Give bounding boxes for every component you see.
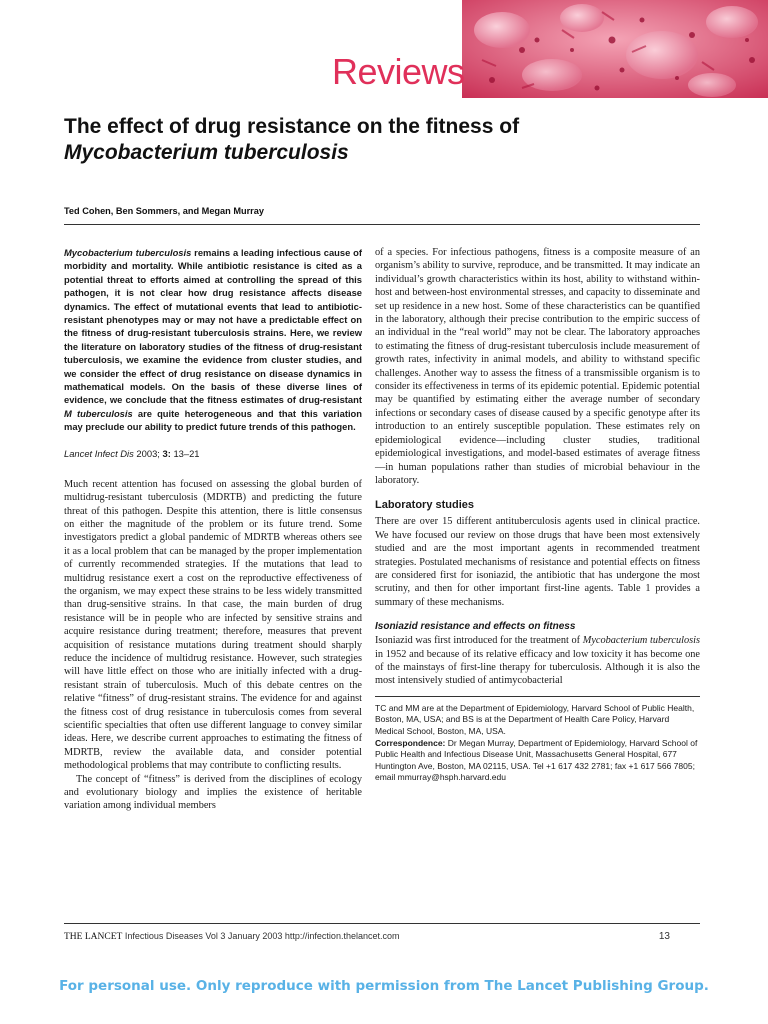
- section-label: Reviews: [332, 51, 465, 92]
- text-span: Isoniazid was first introduced for the treatment of: [375, 635, 583, 647]
- citation-year: 2003;: [133, 447, 163, 459]
- body-paragraph: Much recent attention has focused on assessing the global burden of multidrug-resistant tuberculosis (MDRTB) and predicting the future threat of this pathogen. Despite this attention, there is little consensus on either the magnitude of the problem or its future trend. Some investigators predict a global pandemic of MDRTB whereas others see it as a local problem that can be managed by the proper implementation of currently recommended strategies. If the mutations that lead to multidrug resistance exert a cost on the reproductive effectiveness of the organism, we may expect these strains to be less widely transmitted than drug-sensitive strains. In that case, the main burden of drug resistance will be in people who are infected by sensitive strains and acquire resistance during treatment; therefore, measures that prevent acquisition of resistance mutations during treatment should sharply reduce the incidence of multidrug resistance. However, such strategies will have little effect on those who are initially infected with a drug-resistant strain of tuberculosis. Much of this debate centres on the relative “fitness” of drug-resistant strains. The evidence for and against the fitness cost of drug resistance in tuberculosis comes from several scientific specialties that often use different language to convey similar ideas. Here, we describe current approaches to estimating the fitness of MDRTB, review the available data, and consider potential methodological problems that may contribute to conflicting results.: [64, 478, 362, 772]
- bacteria-illustration: [462, 0, 768, 98]
- correspondence-label: Correspondence:: [375, 737, 446, 748]
- citation-pages: 13–21: [170, 447, 200, 459]
- correspondence: [375, 738, 700, 784]
- abstract-mid: M tuberculosis: [64, 407, 133, 419]
- footnote-rule: [375, 696, 700, 697]
- abstract-text: remains a leading infectious cause of morbidity and mortality. While antibiotic resistance is cited as a potential threat to efforts aimed at controlling the spread of this pathogen, it is not clear how drug resistance affects disease dynamics. The effect of mutational events that lead to antibiotic-resistant phenotypes may or may not have a predictable effect on the fitness of drug-resistant tuberculosis strains. Here, we review the literature on laboratory studies of the fitness of drug-resistant tuberculosis, we examine the evidence from cluster studies, and we consider the effect of drug resistance on disease dynamics in mathematical models. On the basis of these diverse lines of evidence, we conclude that the fitness estimates of drug-resistant: [64, 247, 362, 406]
- body-paragraph: The concept of “fitness” is derived from the disciplines of ecology and evolutionary biology and implies the existence of heritable variation among individual members: [64, 773, 362, 812]
- article-title: [64, 114, 704, 166]
- footer-issue: Infectious Diseases Vol 3 January 2003 http://infection.thelancet.com: [122, 931, 400, 941]
- text-span: in 1952 and because of its relative efficacy and low toxicity it has become one of the mainstays of first-line therapy for tuberculosis. Although it is also the most intensively studied of antimycobacterial: [375, 648, 700, 687]
- correspondence-text: Dr Megan Murray, Department of Epidemiology, Harvard School of Public Health and Infectious Disease Unit, Massachusetts General Hospital, 677 Huntington Ave, Boston, MA 02115, USA. Tel +1 617 432 2781; fax +1 617 566 7805; email mmurray@hsph.harvard.edu: [375, 737, 698, 783]
- body-paragraph: [375, 634, 700, 688]
- right-column: [375, 246, 700, 784]
- permission-banner: For personal use. Only reproduce with permission from The Lancet Publishing Group.: [59, 978, 709, 994]
- authors: Ted Cohen, Ben Sommers, and Megan Murray: [64, 206, 264, 216]
- subsection-heading: Isoniazid resistance and effects on fitness: [375, 621, 576, 633]
- body-paragraph: of a species. For infectious pathogens, fitness is a composite measure of an organism’s ability to survive, reproduce, and be transmitted. It may indicate an individual’s growth characteristics within its host, ability to withstand within-host and between-host environmental stresses, and capacity to disseminate and set up residence in a new host. Some of these characteristics can be quantified in the laboratory, although their precise contribution to the empiric success of an individual in the “real world” may not be clear. The laboratory approaches to estimating the fitness of drug-resistant tuberculosis include measurement of growth rates, infectivity in animal models, and ability to withstand specific challenges. Another way to assess the fitness of a transmissible organism is to consider its effectiveness in terms of its epidemic potential. Epidemic potential may be quantified by estimating either the average number of secondary infections or secondary cases of disease caused by a specific genotype after its introduction to an entirely susceptible population. These estimates rely on epidemiological evidence—including cluster studies, traditional epidemiological investigations, and model-based estimates of average fitness—in human populations rather than studies of microbial behaviour in the laboratory.: [375, 247, 700, 486]
- title-line-2: Mycobacterium tuberculosis: [64, 141, 349, 164]
- abstract-lead: Mycobacterium tuberculosis: [64, 247, 192, 258]
- citation: [64, 448, 362, 459]
- footer-rule: [64, 923, 700, 924]
- citation-journal: Lancet Infect Dis: [64, 447, 134, 459]
- footer-journal: THE LANCET: [64, 932, 123, 942]
- body-paragraph: There are over 15 different antituberculosis agents used in clinical practice. We have focused our review on those drugs that have been most extensively studied and are the most important agents in recommended treatment strategies. Postulated mechanisms of resistance and potential effects on fitness are considered first for isoniazid, the antibiotic that has undergone the most scrutiny, and then for other important first-line agents. Table 1 provides a summary of these mechanisms.: [375, 516, 700, 608]
- title-line-1: The effect of drug resistance on the fitness of: [64, 115, 520, 138]
- left-column: [64, 246, 362, 813]
- page-footer: [64, 931, 700, 942]
- page-number: 13: [658, 931, 670, 942]
- header-microscopy-image: [462, 0, 768, 98]
- affiliations: TC and MM are at the Department of Epidemiology, Harvard School of Public Health, Boston, MA, USA; and BS is at the Department of Health Care Policy, Harvard Medical School, Boston, MA, USA.: [375, 702, 695, 736]
- title-rule: [64, 224, 700, 225]
- citation-volume: 3:: [162, 447, 171, 459]
- section-heading: Laboratory studies: [375, 499, 475, 512]
- abstract-tail: are quite heterogeneous and that this variation may preclude our ability to predict future trends of this pathogen.: [64, 407, 362, 433]
- text-span-italic: Mycobacterium tuberculosis: [582, 635, 700, 647]
- abstract: [64, 246, 362, 434]
